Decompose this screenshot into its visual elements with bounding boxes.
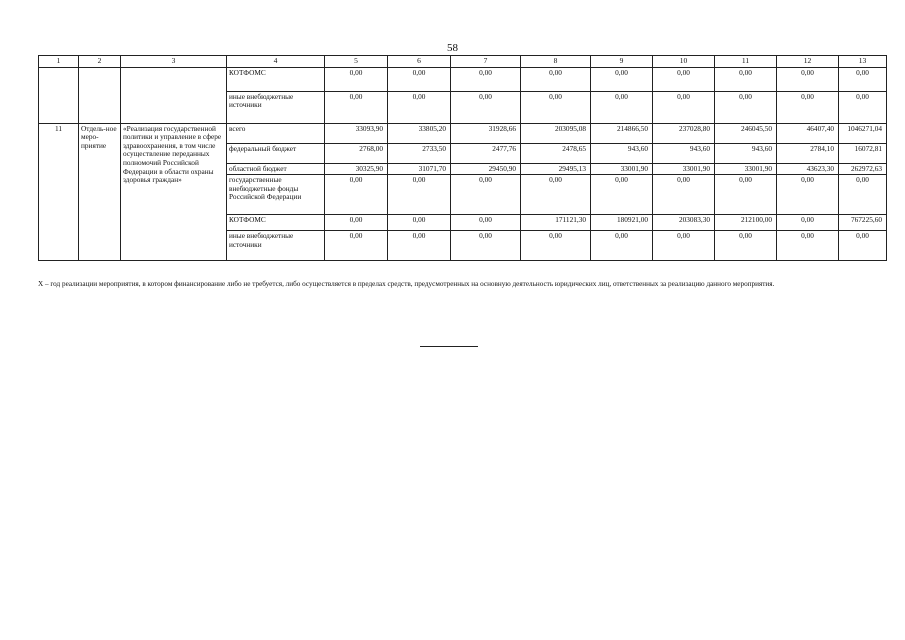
- empty-cell: [79, 67, 121, 123]
- header-cell: 11: [715, 56, 777, 68]
- value-cell: 0,00: [839, 175, 887, 215]
- header-cell: 5: [325, 56, 388, 68]
- value-cell: 0,00: [715, 231, 777, 261]
- value-cell: 0,00: [388, 91, 451, 123]
- value-cell: 0,00: [451, 215, 521, 231]
- funding-source: федеральный бюджет: [227, 143, 325, 163]
- value-cell: 43623,30: [777, 163, 839, 175]
- value-cell: 33093,90: [325, 123, 388, 143]
- value-cell: 0,00: [325, 231, 388, 261]
- header-cell: 8: [521, 56, 591, 68]
- funding-source: КОТФОМС: [227, 67, 325, 91]
- page-number: 58: [447, 42, 458, 54]
- value-cell: 0,00: [451, 175, 521, 215]
- value-cell: 0,00: [653, 175, 715, 215]
- value-cell: 0,00: [325, 91, 388, 123]
- value-cell: 262972,63: [839, 163, 887, 175]
- value-cell: 203095,08: [521, 123, 591, 143]
- header-cell: 7: [451, 56, 521, 68]
- value-cell: 0,00: [521, 231, 591, 261]
- value-cell: 0,00: [777, 231, 839, 261]
- value-cell: 0,00: [653, 67, 715, 91]
- header-cell: 6: [388, 56, 451, 68]
- value-cell: 0,00: [715, 91, 777, 123]
- header-row: [39, 56, 887, 68]
- value-cell: 2784,10: [777, 143, 839, 163]
- value-cell: 31928,66: [451, 123, 521, 143]
- value-cell: 0,00: [451, 91, 521, 123]
- value-cell: 29495,13: [521, 163, 591, 175]
- value-cell: 16072,81: [839, 143, 887, 163]
- value-cell: 0,00: [521, 67, 591, 91]
- value-cell: 203083,30: [653, 215, 715, 231]
- header-cell: 1: [39, 56, 79, 68]
- value-cell: 0,00: [591, 67, 653, 91]
- item-type: Отдель-ное меро-приятие: [79, 123, 121, 261]
- value-cell: 2733,50: [388, 143, 451, 163]
- value-cell: 0,00: [715, 175, 777, 215]
- value-cell: 33805,20: [388, 123, 451, 143]
- value-cell: 30325,90: [325, 163, 388, 175]
- header-cell: 4: [227, 56, 325, 68]
- value-cell: 0,00: [521, 91, 591, 123]
- value-cell: 214866,50: [591, 123, 653, 143]
- header-cell: 12: [777, 56, 839, 68]
- header-cell: 9: [591, 56, 653, 68]
- value-cell: 0,00: [591, 175, 653, 215]
- value-cell: 0,00: [388, 175, 451, 215]
- value-cell: 0,00: [777, 91, 839, 123]
- value-cell: 0,00: [839, 67, 887, 91]
- value-cell: 767225,60: [839, 215, 887, 231]
- header-cell: 3: [121, 56, 227, 68]
- value-cell: 943,60: [591, 143, 653, 163]
- table-row: [39, 123, 887, 143]
- footnote: X – год реализации мероприятия, в котором финансирование либо не требуется, либо осуществляется в пределах средств, предусмотренных на основную деятельность юридических лиц, ответственных за реализацию данного мероприятия.: [38, 280, 775, 288]
- empty-cell: [121, 67, 227, 123]
- value-cell: 33001,90: [653, 163, 715, 175]
- value-cell: 2477,76: [451, 143, 521, 163]
- empty-cell: [39, 67, 79, 123]
- value-cell: 943,60: [715, 143, 777, 163]
- value-cell: 0,00: [653, 91, 715, 123]
- value-cell: 943,60: [653, 143, 715, 163]
- value-cell: 0,00: [777, 215, 839, 231]
- value-cell: 0,00: [388, 215, 451, 231]
- value-cell: 0,00: [839, 231, 887, 261]
- financing-table: [38, 55, 887, 261]
- value-cell: 33001,90: [591, 163, 653, 175]
- item-name: «Реализация государственной политики и управление в сфере здравоохранения, в том числе осуществление переданных полномочий Российской Федерации в области охраны здоровья граждан»: [121, 123, 227, 261]
- value-cell: 0,00: [777, 67, 839, 91]
- value-cell: 1046271,04: [839, 123, 887, 143]
- value-cell: 180921,00: [591, 215, 653, 231]
- funding-source: КОТФОМС: [227, 215, 325, 231]
- value-cell: 2768,00: [325, 143, 388, 163]
- value-cell: 0,00: [388, 231, 451, 261]
- value-cell: 171121,30: [521, 215, 591, 231]
- table-row: [39, 67, 887, 91]
- value-cell: 0,00: [653, 231, 715, 261]
- value-cell: 31071,70: [388, 163, 451, 175]
- value-cell: 212100,00: [715, 215, 777, 231]
- value-cell: 0,00: [591, 91, 653, 123]
- funding-source: всего: [227, 123, 325, 143]
- closing-divider: [420, 346, 478, 347]
- value-cell: 0,00: [591, 231, 653, 261]
- value-cell: 0,00: [388, 67, 451, 91]
- value-cell: 2478,65: [521, 143, 591, 163]
- funding-source: областной бюджет: [227, 163, 325, 175]
- value-cell: 0,00: [325, 175, 388, 215]
- value-cell: 0,00: [325, 67, 388, 91]
- value-cell: 0,00: [451, 231, 521, 261]
- value-cell: 29450,90: [451, 163, 521, 175]
- item-number: 11: [39, 123, 79, 261]
- value-cell: 0,00: [451, 67, 521, 91]
- funding-source: иные внебюджетные источники: [227, 231, 325, 261]
- value-cell: 33001,90: [715, 163, 777, 175]
- value-cell: 0,00: [521, 175, 591, 215]
- funding-source: иные внебюджетные источники: [227, 91, 325, 123]
- value-cell: 0,00: [777, 175, 839, 215]
- value-cell: 237028,80: [653, 123, 715, 143]
- value-cell: 0,00: [325, 215, 388, 231]
- value-cell: 46407,40: [777, 123, 839, 143]
- value-cell: 246045,50: [715, 123, 777, 143]
- funding-source: государственные внебюджетные фонды Российской Федерации: [227, 175, 325, 215]
- header-cell: 10: [653, 56, 715, 68]
- value-cell: 0,00: [715, 67, 777, 91]
- header-cell: 13: [839, 56, 887, 68]
- header-cell: 2: [79, 56, 121, 68]
- value-cell: 0,00: [839, 91, 887, 123]
